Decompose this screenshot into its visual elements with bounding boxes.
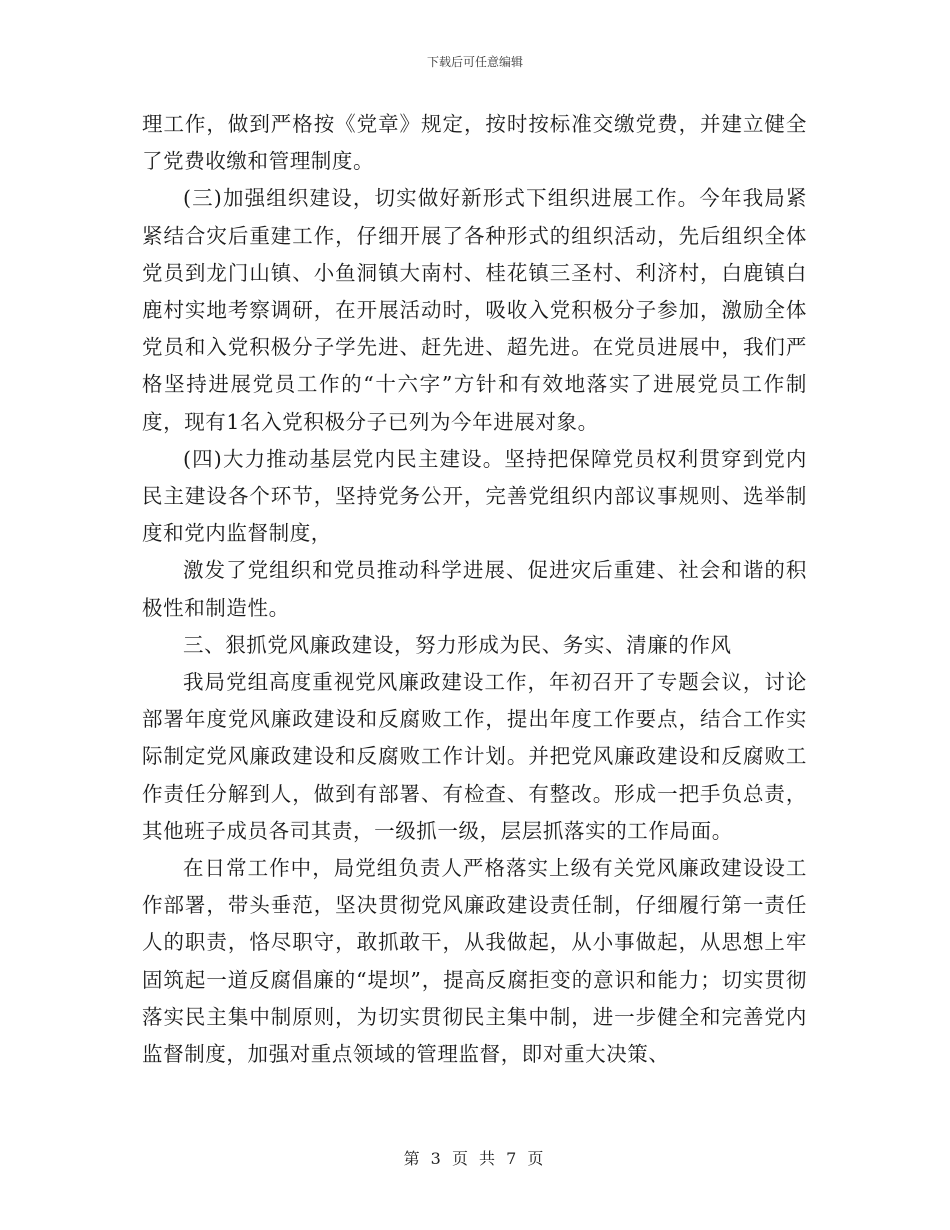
paragraph-5: 我局党组高度重视党风廉政建设工作，年初召开了专题会议，讨论部署年度党风廉政建设和反腐败工作，提出年度工作要点，结合工作实际制定党风廉政建设和反腐败工作计划。并把党风廉政建设和反腐败工作责任分解到人，做到有部署、有检查、有整改。形成一把手负总责，其他班子成员各司其责，一级抓一级，层层抓落实的工作局面。 [142,670,807,843]
paragraph-3: (四)大力推动基层党内民主建设。坚持把保障党员权利贯穿到党内民主建设各个环节，坚持党务公开，完善党组织内部议事规则、选举制度和党内监督制度， [142,446,807,546]
paragraph-6: 在日常工作中，局党组负责人严格落实上级有关党风廉政建设设工作部署，带头垂范，坚决贯彻党风廉政建设责任制，仔细履行第一责任人的职责，恪尽职守，敢抓敢干，从我做起，从小事做起，从思想上牢固筑起一道反腐倡廉的“堤坝”，提高反腐拒变的意识和能力；切实贯彻落实民主集中制原则，为切实贯彻民主集中制，进一步健全和完善党内监督制度，加强对重点领域的管理监督，即对重大决策、 [142,856,807,1067]
document-body [142,106,807,1073]
paragraph-4: 激发了党组织和党员推动科学进展、促进灾后重建、社会和谐的积极性和制造性。 [142,558,807,620]
page-header-note: 下载后可任意编辑 [426,55,523,69]
section-heading: 三、狠抓党风廉政建设，努力形成为民、务实、清廉的作风 [183,632,732,657]
paragraph-2: (三)加强组织建设，切实做好新形式下组织进展工作。今年我局紧紧结合灾后重建工作，仔细开展了各种形式的组织活动，先后组织全体党员到龙门山镇、小鱼洞镇大南村、桂花镇三圣村、利济村，白鹿镇白鹿村实地考察调研，在开展活动时，吸收入党积极分子参加，激励全体党员和入党积极分子学先进、赶先进、超先进。在党员进展中，我们严格坚持进展党员工作的“十六字”方针和有效地落实了进展党员工作制度，现有1名入党积极分子已列为今年进展对象。 [142,186,807,434]
page-number: 第 3 页 共 7 页 [403,1149,547,1168]
paragraph-1: 理工作，做到严格按《党章》规定，按时按标准交缴党费，并建立健全了党费收缴和管理制度。 [142,112,807,174]
